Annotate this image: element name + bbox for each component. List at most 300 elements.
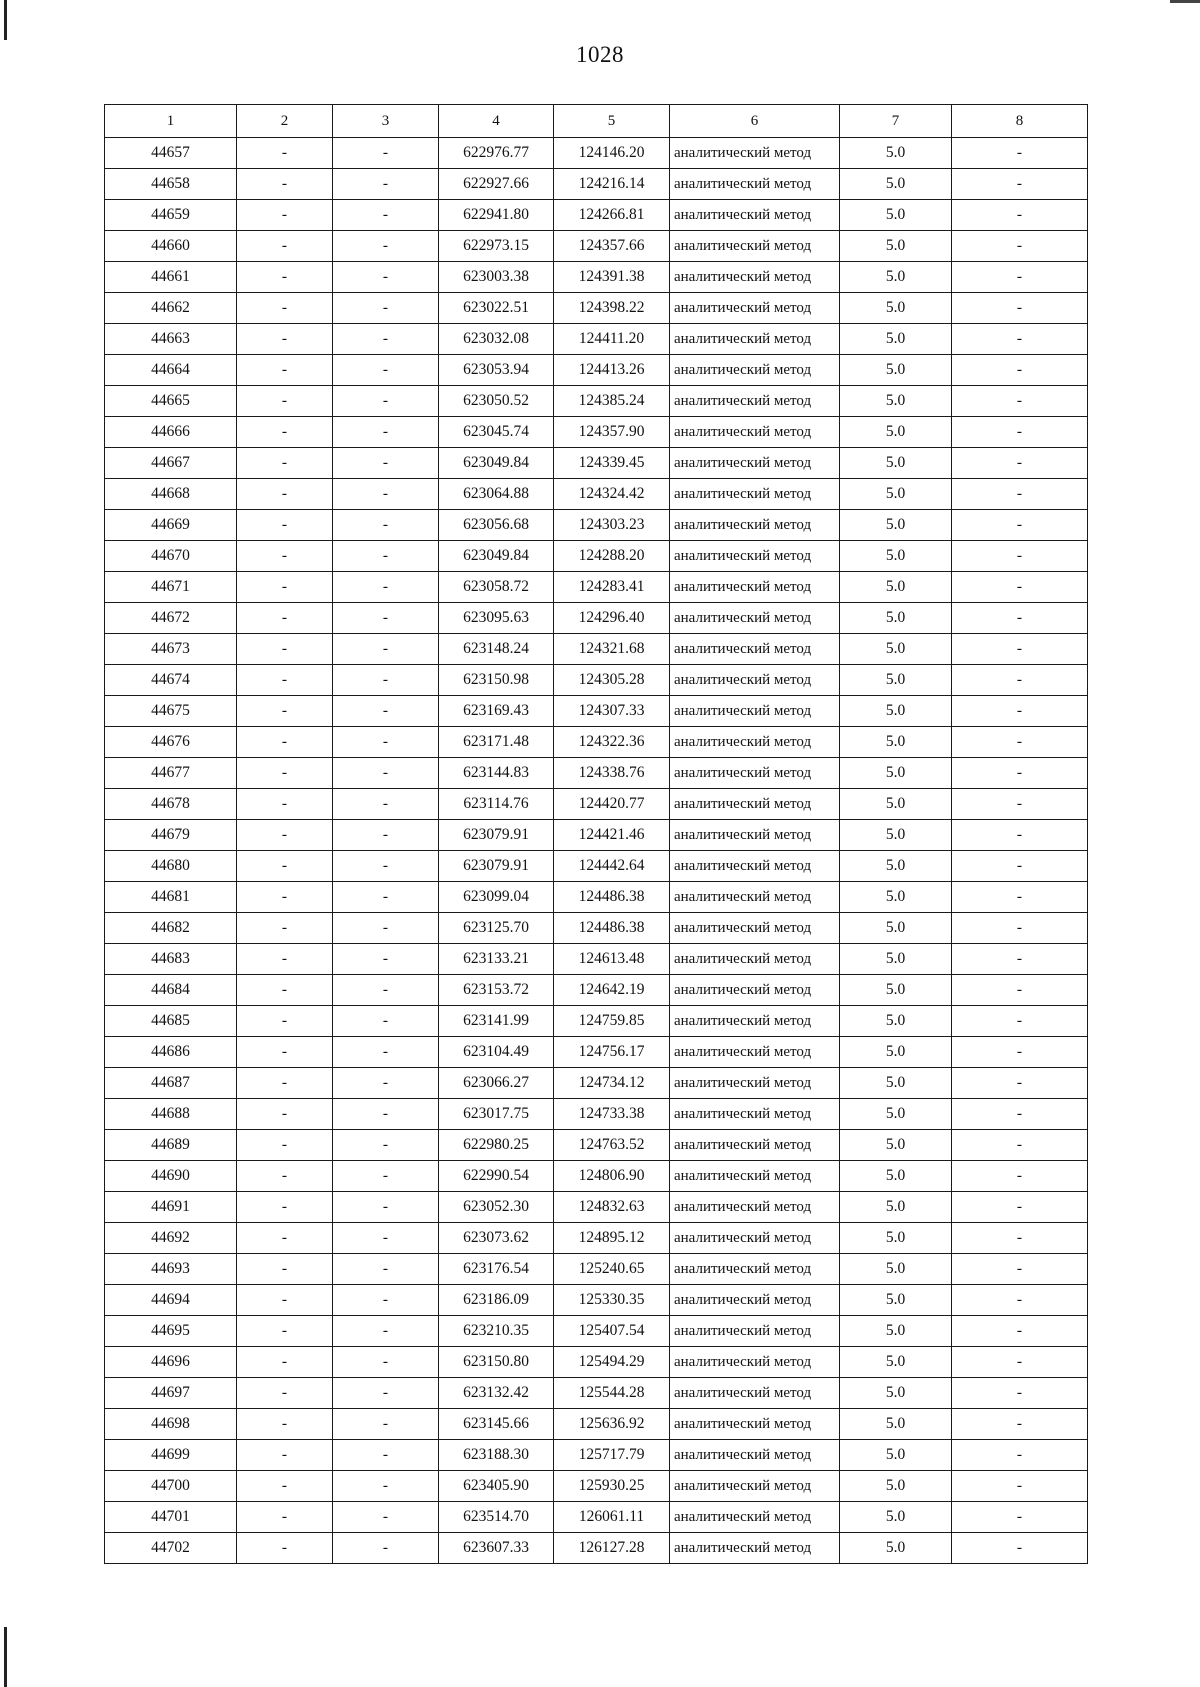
col8-cell: - <box>952 200 1088 231</box>
y-coordinate-cell: 124266.81 <box>554 200 670 231</box>
method-cell: аналитический метод <box>670 665 840 696</box>
table-row <box>105 789 1088 820</box>
y-coordinate-cell: 124421.46 <box>554 820 670 851</box>
y-coordinate-cell: 124413.26 <box>554 355 670 386</box>
point-number-cell: 44679 <box>105 820 237 851</box>
y-coordinate-cell: 124288.20 <box>554 541 670 572</box>
point-number-cell: 44675 <box>105 696 237 727</box>
table-row <box>105 1068 1088 1099</box>
col3-cell: - <box>333 1099 439 1130</box>
method-cell: аналитический метод <box>670 479 840 510</box>
col2-cell: - <box>237 1471 333 1502</box>
col8-cell: - <box>952 1037 1088 1068</box>
col8-cell: - <box>952 1068 1088 1099</box>
accuracy-cell: 5.0 <box>840 138 952 169</box>
col8-cell: - <box>952 1254 1088 1285</box>
accuracy-cell: 5.0 <box>840 1068 952 1099</box>
col3-cell: - <box>333 634 439 665</box>
accuracy-cell: 5.0 <box>840 293 952 324</box>
y-coordinate-cell: 125930.25 <box>554 1471 670 1502</box>
accuracy-cell: 5.0 <box>840 541 952 572</box>
col3-cell: - <box>333 479 439 510</box>
col3-cell: - <box>333 169 439 200</box>
accuracy-cell: 5.0 <box>840 975 952 1006</box>
column-header: 8 <box>952 105 1088 138</box>
col2-cell: - <box>237 324 333 355</box>
table-row <box>105 603 1088 634</box>
page-number: 1028 <box>576 42 624 67</box>
col2-cell: - <box>237 448 333 479</box>
col3-cell: - <box>333 572 439 603</box>
column-header: 1 <box>105 105 237 138</box>
col8-cell: - <box>952 262 1088 293</box>
column-header: 4 <box>439 105 554 138</box>
col8-cell: - <box>952 355 1088 386</box>
col3-cell: - <box>333 603 439 634</box>
method-cell: аналитический метод <box>670 727 840 758</box>
x-coordinate-cell: 623132.42 <box>439 1378 554 1409</box>
y-coordinate-cell: 124321.68 <box>554 634 670 665</box>
col8-cell: - <box>952 882 1088 913</box>
column-header: 7 <box>840 105 952 138</box>
table-row <box>105 231 1088 262</box>
col8-cell: - <box>952 1316 1088 1347</box>
method-cell: аналитический метод <box>670 944 840 975</box>
y-coordinate-cell: 124486.38 <box>554 882 670 913</box>
coordinates-table <box>104 104 1088 1564</box>
accuracy-cell: 5.0 <box>840 200 952 231</box>
col3-cell: - <box>333 727 439 758</box>
col3-cell: - <box>333 1006 439 1037</box>
y-coordinate-cell: 124759.85 <box>554 1006 670 1037</box>
col2-cell: - <box>237 603 333 634</box>
col3-cell: - <box>333 1285 439 1316</box>
method-cell: аналитический метод <box>670 1254 840 1285</box>
col3-cell: - <box>333 541 439 572</box>
accuracy-cell: 5.0 <box>840 1533 952 1564</box>
col3-cell: - <box>333 1378 439 1409</box>
x-coordinate-cell: 623514.70 <box>439 1502 554 1533</box>
point-number-cell: 44677 <box>105 758 237 789</box>
y-coordinate-cell: 125407.54 <box>554 1316 670 1347</box>
y-coordinate-cell: 125544.28 <box>554 1378 670 1409</box>
point-number-cell: 44666 <box>105 417 237 448</box>
table-row <box>105 1347 1088 1378</box>
accuracy-cell: 5.0 <box>840 1254 952 1285</box>
point-number-cell: 44691 <box>105 1192 237 1223</box>
col8-cell: - <box>952 1130 1088 1161</box>
col3-cell: - <box>333 944 439 975</box>
col8-cell: - <box>952 913 1088 944</box>
col8-cell: - <box>952 603 1088 634</box>
accuracy-cell: 5.0 <box>840 510 952 541</box>
y-coordinate-cell: 125330.35 <box>554 1285 670 1316</box>
point-number-cell: 44680 <box>105 851 237 882</box>
col8-cell: - <box>952 138 1088 169</box>
point-number-cell: 44693 <box>105 1254 237 1285</box>
y-coordinate-cell: 124733.38 <box>554 1099 670 1130</box>
col2-cell: - <box>237 913 333 944</box>
col8-cell: - <box>952 758 1088 789</box>
col2-cell: - <box>237 975 333 1006</box>
col2-cell: - <box>237 541 333 572</box>
y-coordinate-cell: 124763.52 <box>554 1130 670 1161</box>
method-cell: аналитический метод <box>670 1471 840 1502</box>
y-coordinate-cell: 124303.23 <box>554 510 670 541</box>
accuracy-cell: 5.0 <box>840 634 952 665</box>
method-cell: аналитический метод <box>670 448 840 479</box>
method-cell: аналитический метод <box>670 262 840 293</box>
accuracy-cell: 5.0 <box>840 386 952 417</box>
col8-cell: - <box>952 479 1088 510</box>
col3-cell: - <box>333 1409 439 1440</box>
x-coordinate-cell: 622941.80 <box>439 200 554 231</box>
table-row <box>105 262 1088 293</box>
y-coordinate-cell: 124385.24 <box>554 386 670 417</box>
method-cell: аналитический метод <box>670 603 840 634</box>
method-cell: аналитический метод <box>670 169 840 200</box>
col8-cell: - <box>952 1502 1088 1533</box>
point-number-cell: 44664 <box>105 355 237 386</box>
x-coordinate-cell: 623079.91 <box>439 820 554 851</box>
table-row <box>105 1254 1088 1285</box>
y-coordinate-cell: 125636.92 <box>554 1409 670 1440</box>
table-row <box>105 417 1088 448</box>
col3-cell: - <box>333 293 439 324</box>
col3-cell: - <box>333 789 439 820</box>
y-coordinate-cell: 124324.42 <box>554 479 670 510</box>
x-coordinate-cell: 623032.08 <box>439 324 554 355</box>
method-cell: аналитический метод <box>670 1161 840 1192</box>
table-row <box>105 758 1088 789</box>
point-number-cell: 44682 <box>105 913 237 944</box>
method-cell: аналитический метод <box>670 541 840 572</box>
x-coordinate-cell: 623049.84 <box>439 448 554 479</box>
table-row <box>105 1130 1088 1161</box>
y-coordinate-cell: 124296.40 <box>554 603 670 634</box>
col8-cell: - <box>952 851 1088 882</box>
table-row <box>105 324 1088 355</box>
table-row <box>105 541 1088 572</box>
x-coordinate-cell: 623188.30 <box>439 1440 554 1471</box>
table-row <box>105 1533 1088 1564</box>
point-number-cell: 44672 <box>105 603 237 634</box>
x-coordinate-cell: 622927.66 <box>439 169 554 200</box>
y-coordinate-cell: 124832.63 <box>554 1192 670 1223</box>
point-number-cell: 44678 <box>105 789 237 820</box>
accuracy-cell: 5.0 <box>840 324 952 355</box>
method-cell: аналитический метод <box>670 1037 840 1068</box>
y-coordinate-cell: 124307.33 <box>554 696 670 727</box>
accuracy-cell: 5.0 <box>840 1285 952 1316</box>
point-number-cell: 44698 <box>105 1409 237 1440</box>
table-row <box>105 1192 1088 1223</box>
col8-cell: - <box>952 1378 1088 1409</box>
point-number-cell: 44660 <box>105 231 237 262</box>
point-number-cell: 44702 <box>105 1533 237 1564</box>
col2-cell: - <box>237 293 333 324</box>
point-number-cell: 44688 <box>105 1099 237 1130</box>
x-coordinate-cell: 623114.76 <box>439 789 554 820</box>
table-row <box>105 944 1088 975</box>
col3-cell: - <box>333 1347 439 1378</box>
col3-cell: - <box>333 1502 439 1533</box>
y-coordinate-cell: 124398.22 <box>554 293 670 324</box>
col3-cell: - <box>333 696 439 727</box>
col8-cell: - <box>952 293 1088 324</box>
col2-cell: - <box>237 200 333 231</box>
point-number-cell: 44686 <box>105 1037 237 1068</box>
col3-cell: - <box>333 1316 439 1347</box>
point-number-cell: 44661 <box>105 262 237 293</box>
col2-cell: - <box>237 851 333 882</box>
point-number-cell: 44685 <box>105 1006 237 1037</box>
y-coordinate-cell: 126061.11 <box>554 1502 670 1533</box>
x-coordinate-cell: 623058.72 <box>439 572 554 603</box>
col8-cell: - <box>952 386 1088 417</box>
column-header: 6 <box>670 105 840 138</box>
point-number-cell: 44689 <box>105 1130 237 1161</box>
point-number-cell: 44665 <box>105 386 237 417</box>
point-number-cell: 44697 <box>105 1378 237 1409</box>
x-coordinate-cell: 623153.72 <box>439 975 554 1006</box>
y-coordinate-cell: 125717.79 <box>554 1440 670 1471</box>
point-number-cell: 44684 <box>105 975 237 1006</box>
accuracy-cell: 5.0 <box>840 789 952 820</box>
col2-cell: - <box>237 634 333 665</box>
x-coordinate-cell: 623053.94 <box>439 355 554 386</box>
table-row <box>105 1285 1088 1316</box>
x-coordinate-cell: 623145.66 <box>439 1409 554 1440</box>
x-coordinate-cell: 623064.88 <box>439 479 554 510</box>
col2-cell: - <box>237 882 333 913</box>
accuracy-cell: 5.0 <box>840 1006 952 1037</box>
accuracy-cell: 5.0 <box>840 913 952 944</box>
col2-cell: - <box>237 820 333 851</box>
col3-cell: - <box>333 1068 439 1099</box>
col8-cell: - <box>952 1285 1088 1316</box>
method-cell: аналитический метод <box>670 1316 840 1347</box>
point-number-cell: 44687 <box>105 1068 237 1099</box>
accuracy-cell: 5.0 <box>840 1440 952 1471</box>
point-number-cell: 44659 <box>105 200 237 231</box>
col3-cell: - <box>333 1254 439 1285</box>
method-cell: аналитический метод <box>670 572 840 603</box>
col8-cell: - <box>952 448 1088 479</box>
col8-cell: - <box>952 1099 1088 1130</box>
col2-cell: - <box>237 1006 333 1037</box>
table-row <box>105 572 1088 603</box>
scan-edge-mark <box>1170 0 1200 3</box>
scan-edge-mark <box>4 0 7 40</box>
accuracy-cell: 5.0 <box>840 944 952 975</box>
col3-cell: - <box>333 758 439 789</box>
accuracy-cell: 5.0 <box>840 231 952 262</box>
accuracy-cell: 5.0 <box>840 448 952 479</box>
col2-cell: - <box>237 727 333 758</box>
accuracy-cell: 5.0 <box>840 1130 952 1161</box>
col8-cell: - <box>952 727 1088 758</box>
col2-cell: - <box>237 479 333 510</box>
col2-cell: - <box>237 262 333 293</box>
method-cell: аналитический метод <box>670 1006 840 1037</box>
point-number-cell: 44670 <box>105 541 237 572</box>
table-row <box>105 1161 1088 1192</box>
y-coordinate-cell: 124806.90 <box>554 1161 670 1192</box>
col2-cell: - <box>237 1440 333 1471</box>
x-coordinate-cell: 623169.43 <box>439 696 554 727</box>
accuracy-cell: 5.0 <box>840 417 952 448</box>
col2-cell: - <box>237 1502 333 1533</box>
col8-cell: - <box>952 1223 1088 1254</box>
method-cell: аналитический метод <box>670 231 840 262</box>
col8-cell: - <box>952 541 1088 572</box>
y-coordinate-cell: 125240.65 <box>554 1254 670 1285</box>
method-cell: аналитический метод <box>670 355 840 386</box>
point-number-cell: 44696 <box>105 1347 237 1378</box>
accuracy-cell: 5.0 <box>840 572 952 603</box>
col2-cell: - <box>237 665 333 696</box>
x-coordinate-cell: 623144.83 <box>439 758 554 789</box>
x-coordinate-cell: 623148.24 <box>439 634 554 665</box>
col8-cell: - <box>952 1347 1088 1378</box>
method-cell: аналитический метод <box>670 1378 840 1409</box>
accuracy-cell: 5.0 <box>840 355 952 386</box>
table-row <box>105 851 1088 882</box>
table-row <box>105 696 1088 727</box>
col2-cell: - <box>237 1068 333 1099</box>
accuracy-cell: 5.0 <box>840 1192 952 1223</box>
table-row <box>105 138 1088 169</box>
method-cell: аналитический метод <box>670 1409 840 1440</box>
method-cell: аналитический метод <box>670 1192 840 1223</box>
col2-cell: - <box>237 758 333 789</box>
accuracy-cell: 5.0 <box>840 696 952 727</box>
x-coordinate-cell: 623186.09 <box>439 1285 554 1316</box>
col8-cell: - <box>952 1533 1088 1564</box>
point-number-cell: 44657 <box>105 138 237 169</box>
y-coordinate-cell: 124357.66 <box>554 231 670 262</box>
table-row <box>105 1502 1088 1533</box>
col8-cell: - <box>952 634 1088 665</box>
y-coordinate-cell: 124442.64 <box>554 851 670 882</box>
col8-cell: - <box>952 665 1088 696</box>
col8-cell: - <box>952 1192 1088 1223</box>
y-coordinate-cell: 124338.76 <box>554 758 670 789</box>
col3-cell: - <box>333 417 439 448</box>
point-number-cell: 44658 <box>105 169 237 200</box>
col3-cell: - <box>333 665 439 696</box>
y-coordinate-cell: 124305.28 <box>554 665 670 696</box>
y-coordinate-cell: 124283.41 <box>554 572 670 603</box>
point-number-cell: 44683 <box>105 944 237 975</box>
method-cell: аналитический метод <box>670 1068 840 1099</box>
col8-cell: - <box>952 789 1088 820</box>
col8-cell: - <box>952 944 1088 975</box>
method-cell: аналитический метод <box>670 138 840 169</box>
table-body <box>105 105 1088 1564</box>
col8-cell: - <box>952 324 1088 355</box>
col2-cell: - <box>237 1316 333 1347</box>
col3-cell: - <box>333 851 439 882</box>
col2-cell: - <box>237 231 333 262</box>
point-number-cell: 44662 <box>105 293 237 324</box>
y-coordinate-cell: 124357.90 <box>554 417 670 448</box>
col2-cell: - <box>237 1254 333 1285</box>
accuracy-cell: 5.0 <box>840 1378 952 1409</box>
col2-cell: - <box>237 386 333 417</box>
col3-cell: - <box>333 355 439 386</box>
col2-cell: - <box>237 1099 333 1130</box>
col2-cell: - <box>237 1378 333 1409</box>
x-coordinate-cell: 623056.68 <box>439 510 554 541</box>
x-coordinate-cell: 623066.27 <box>439 1068 554 1099</box>
accuracy-cell: 5.0 <box>840 727 952 758</box>
x-coordinate-cell: 623125.70 <box>439 913 554 944</box>
x-coordinate-cell: 623049.84 <box>439 541 554 572</box>
point-number-cell: 44676 <box>105 727 237 758</box>
y-coordinate-cell: 124146.20 <box>554 138 670 169</box>
point-number-cell: 44681 <box>105 882 237 913</box>
col3-cell: - <box>333 510 439 541</box>
col2-cell: - <box>237 944 333 975</box>
accuracy-cell: 5.0 <box>840 1471 952 1502</box>
table-row <box>105 882 1088 913</box>
method-cell: аналитический метод <box>670 975 840 1006</box>
col2-cell: - <box>237 1192 333 1223</box>
col3-cell: - <box>333 448 439 479</box>
x-coordinate-cell: 623150.98 <box>439 665 554 696</box>
method-cell: аналитический метод <box>670 634 840 665</box>
col3-cell: - <box>333 262 439 293</box>
method-cell: аналитический метод <box>670 1130 840 1161</box>
x-coordinate-cell: 623104.49 <box>439 1037 554 1068</box>
x-coordinate-cell: 622990.54 <box>439 1161 554 1192</box>
point-number-cell: 44667 <box>105 448 237 479</box>
col2-cell: - <box>237 1409 333 1440</box>
y-coordinate-cell: 124756.17 <box>554 1037 670 1068</box>
y-coordinate-cell: 124895.12 <box>554 1223 670 1254</box>
col3-cell: - <box>333 324 439 355</box>
col3-cell: - <box>333 1440 439 1471</box>
method-cell: аналитический метод <box>670 789 840 820</box>
point-number-cell: 44701 <box>105 1502 237 1533</box>
method-cell: аналитический метод <box>670 200 840 231</box>
method-cell: аналитический метод <box>670 417 840 448</box>
col8-cell: - <box>952 696 1088 727</box>
accuracy-cell: 5.0 <box>840 1161 952 1192</box>
table-row <box>105 448 1088 479</box>
method-cell: аналитический метод <box>670 913 840 944</box>
table-row <box>105 727 1088 758</box>
x-coordinate-cell: 622976.77 <box>439 138 554 169</box>
col2-cell: - <box>237 1533 333 1564</box>
y-coordinate-cell: 126127.28 <box>554 1533 670 1564</box>
y-coordinate-cell: 124486.38 <box>554 913 670 944</box>
y-coordinate-cell: 124322.36 <box>554 727 670 758</box>
accuracy-cell: 5.0 <box>840 1347 952 1378</box>
method-cell: аналитический метод <box>670 882 840 913</box>
table-row <box>105 913 1088 944</box>
col8-cell: - <box>952 1006 1088 1037</box>
table-row <box>105 386 1088 417</box>
col8-cell: - <box>952 820 1088 851</box>
x-coordinate-cell: 623073.62 <box>439 1223 554 1254</box>
y-coordinate-cell: 124339.45 <box>554 448 670 479</box>
accuracy-cell: 5.0 <box>840 1223 952 1254</box>
table-row <box>105 1471 1088 1502</box>
accuracy-cell: 5.0 <box>840 1037 952 1068</box>
